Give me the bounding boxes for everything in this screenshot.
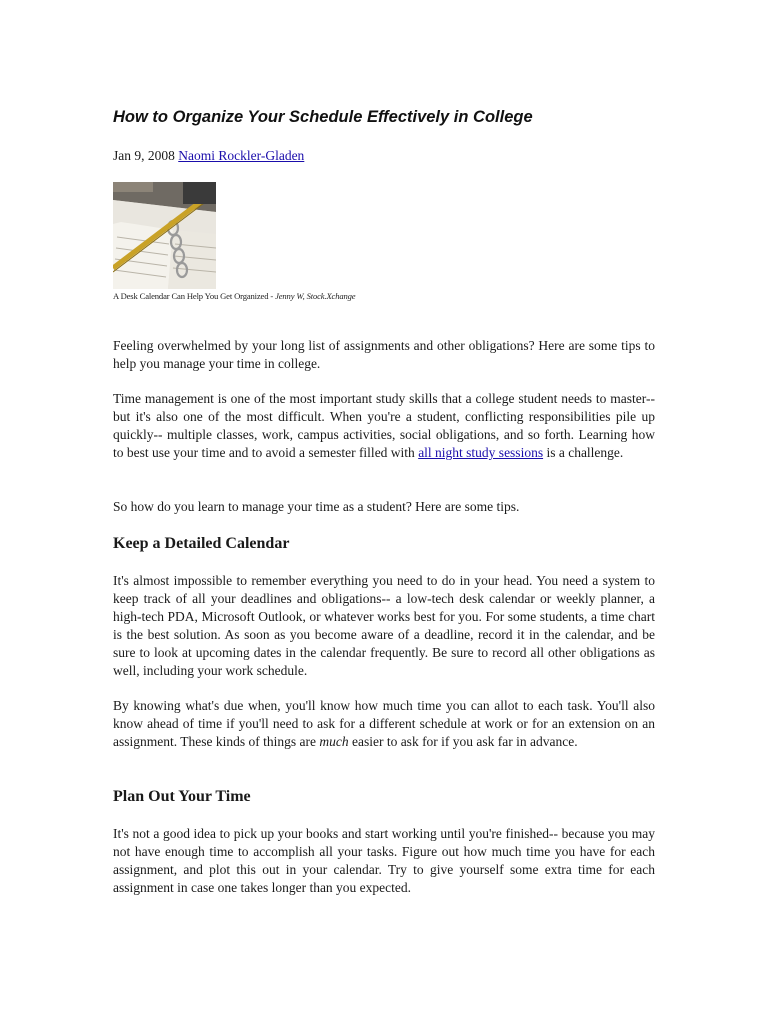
byline — [113, 148, 304, 164]
image-caption: A Desk Calendar Can Help You Get Organized - Jenny W, Stock.Xchange — [113, 291, 356, 301]
all-night-study-sessions-link[interactable]: all night study sessions — [418, 445, 544, 460]
paragraph-calendar-system: It's almost impossible to remember everything you need to do in your head. You need a system to keep track of all your deadlines and obligations-- a low-tech desk calendar or weekly planner, a high-tech PDA, Microsoft Outlook, or whatever works best for you. For some students, a time chart is the best solution. As soon as you become aware of a deadline, record it in the calendar, and be sure to look at upcoming dates in the calendar frequently. Be sure to record all other obligations as well, including your work schedule. — [113, 573, 655, 678]
paragraph-knowing-whats-due: By knowing what's due when, you'll know how much time you can allot to each task. You'll also know ahead of time if you'll need to ask for a different schedule at work or for an extension on an assignment. These kinds of things are much easier to ask for if you ask far in advance. — [113, 698, 655, 749]
intro-paragraph: Feeling overwhelmed by your long list of assignments and other obligations? Here are some tips to help you manage your time in college. — [113, 338, 655, 371]
author-link[interactable]: Naomi Rockler-Gladen — [178, 148, 305, 163]
paragraph-time-management: Time management is one of the most important study skills that a college student needs to master-- but it's also one of the most difficult. When you're a student, conflicting responsibilities pile up quickly-- multiple classes, work, campus activities, social obligations, and so forth. Learning how to best use your time and to avoid a semester filled with all night study sessions is a challenge. — [113, 391, 655, 460]
publish-date: Jan 9, 2008 — [113, 148, 175, 163]
heading-plan-out-your-time: Plan Out Your Time — [113, 788, 251, 805]
paragraph-how-to-learn: So how do you learn to manage your time as a student? Here are some tips. — [113, 499, 520, 514]
image-credit: Jenny W, Stock.Xchange — [275, 291, 356, 301]
article-title: How to Organize Your Schedule Effectively in College — [113, 108, 533, 126]
desk-calendar-photo-graphic — [113, 182, 216, 289]
emphasis-much: much — [319, 734, 349, 749]
paragraph-plan-time: It's not a good idea to pick up your books and start working until you're finished-- because you may not have enough time to accomplish all your tasks. Figure out how much time you have for each assignment, and plot this out in your calendar. Try to give yourself some extra time for each assignment in case one takes longer than you expected. — [113, 826, 655, 895]
heading-keep-detailed-calendar: Keep a Detailed Calendar — [113, 535, 290, 552]
desk-calendar-photo — [113, 182, 216, 289]
